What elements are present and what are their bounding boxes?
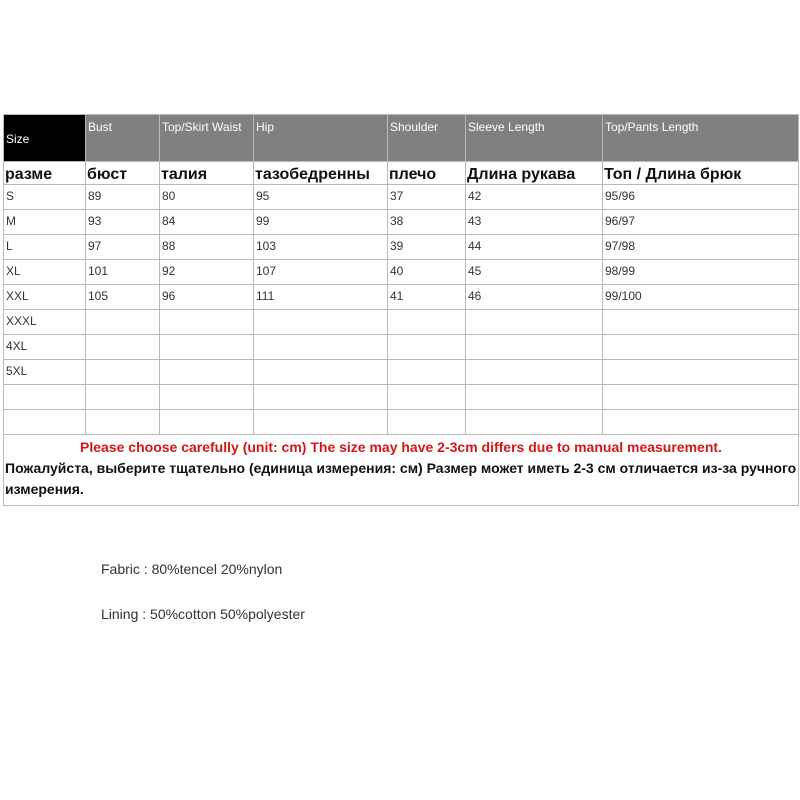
table-cell: L	[4, 235, 86, 260]
table-cell	[388, 310, 466, 335]
table-cell	[4, 385, 86, 410]
table-cell	[160, 385, 254, 410]
header-row	[4, 115, 799, 162]
note-russian: Пожалуйста, выберите тщательно (единица измерения: см) Размер может иметь 2-3 см отличается из-за ручного измерения.	[5, 460, 797, 497]
table-row	[4, 310, 799, 335]
header-top-pants-length: Top/Pants Length	[603, 115, 799, 162]
table-cell: 41	[388, 285, 466, 310]
table-cell: 107	[254, 260, 388, 285]
header-ru-shoulder: плечо	[388, 162, 466, 185]
table-cell	[86, 310, 160, 335]
header-ru-row	[4, 162, 799, 185]
header-sleeve-length: Sleeve Length	[466, 115, 603, 162]
table-cell: 89	[86, 185, 160, 210]
table-cell	[388, 385, 466, 410]
table-row	[4, 235, 799, 260]
table-row	[4, 260, 799, 285]
table-cell: 92	[160, 260, 254, 285]
size-chart-table	[3, 114, 799, 506]
table-row	[4, 335, 799, 360]
table-cell: 101	[86, 260, 160, 285]
table-cell	[254, 335, 388, 360]
header-ru-hip: тазобедренны	[254, 162, 388, 185]
header-shoulder: Shoulder	[388, 115, 466, 162]
table-cell: 46	[466, 285, 603, 310]
table-cell: 45	[466, 260, 603, 285]
table-cell: S	[4, 185, 86, 210]
table-cell	[254, 310, 388, 335]
table-row	[4, 385, 799, 410]
header-hip: Hip	[254, 115, 388, 162]
header-bust: Bust	[86, 115, 160, 162]
table-cell	[86, 385, 160, 410]
table-cell: 42	[466, 185, 603, 210]
note-english: Please choose carefully (unit: cm) The size may have 2-3cm differs due to manual measurement.	[80, 439, 722, 455]
table-cell: 44	[466, 235, 603, 260]
table-cell: 105	[86, 285, 160, 310]
table-cell	[466, 410, 603, 435]
table-cell: 93	[86, 210, 160, 235]
table-cell	[254, 360, 388, 385]
table-cell	[86, 335, 160, 360]
table-cell	[86, 360, 160, 385]
table-cell	[254, 385, 388, 410]
table-cell: 84	[160, 210, 254, 235]
table-cell: 38	[388, 210, 466, 235]
header-ru-sleeve-length: Длина рукава	[466, 162, 603, 185]
table-row	[4, 285, 799, 310]
table-cell	[160, 335, 254, 360]
header-waist: Top/Skirt Waist	[160, 115, 254, 162]
table-cell	[388, 410, 466, 435]
table-cell: 111	[254, 285, 388, 310]
table-cell: 95	[254, 185, 388, 210]
table-cell: M	[4, 210, 86, 235]
table-cell	[466, 360, 603, 385]
table-cell: 97	[86, 235, 160, 260]
table-cell: 37	[388, 185, 466, 210]
table-row	[4, 410, 799, 435]
table-cell	[160, 410, 254, 435]
size-rows	[4, 185, 799, 435]
table-cell: XL	[4, 260, 86, 285]
table-cell: 5XL	[4, 360, 86, 385]
header-ru-waist: талия	[160, 162, 254, 185]
table-cell: 95/96	[603, 185, 799, 210]
table-cell	[603, 410, 799, 435]
table-cell: 40	[388, 260, 466, 285]
table-cell	[254, 410, 388, 435]
table-cell	[466, 385, 603, 410]
table-cell: XXXL	[4, 310, 86, 335]
fabric-composition: Fabric : 80%tencel 20%nylon	[101, 561, 283, 577]
table-cell	[603, 335, 799, 360]
table-cell	[86, 410, 160, 435]
lining-composition: Lining : 50%cotton 50%polyester	[101, 606, 305, 622]
table-cell	[4, 410, 86, 435]
table-cell: 39	[388, 235, 466, 260]
table-cell: 99	[254, 210, 388, 235]
table-cell: XXL	[4, 285, 86, 310]
table-row	[4, 210, 799, 235]
header-ru-bust: бюст	[86, 162, 160, 185]
note-row	[4, 435, 799, 506]
table-cell	[160, 310, 254, 335]
table-cell: 4XL	[4, 335, 86, 360]
header-size: Size	[4, 115, 86, 162]
table-cell: 43	[466, 210, 603, 235]
table-row	[4, 185, 799, 210]
header-ru-top-pants-length: Топ / Длина брюк	[603, 162, 799, 185]
table-cell	[466, 335, 603, 360]
table-cell: 103	[254, 235, 388, 260]
table-cell: 96/97	[603, 210, 799, 235]
table-cell	[160, 360, 254, 385]
table-cell: 88	[160, 235, 254, 260]
table-cell	[603, 310, 799, 335]
table-cell: 96	[160, 285, 254, 310]
table-cell	[603, 385, 799, 410]
table-cell: 99/100	[603, 285, 799, 310]
table-row	[4, 360, 799, 385]
table-cell: 97/98	[603, 235, 799, 260]
table-cell	[388, 335, 466, 360]
header-ru-size: разме	[4, 162, 86, 185]
table-cell: 80	[160, 185, 254, 210]
note-cell	[4, 435, 799, 506]
table-cell	[466, 310, 603, 335]
table-cell	[388, 360, 466, 385]
table-cell	[603, 360, 799, 385]
table-cell: 98/99	[603, 260, 799, 285]
